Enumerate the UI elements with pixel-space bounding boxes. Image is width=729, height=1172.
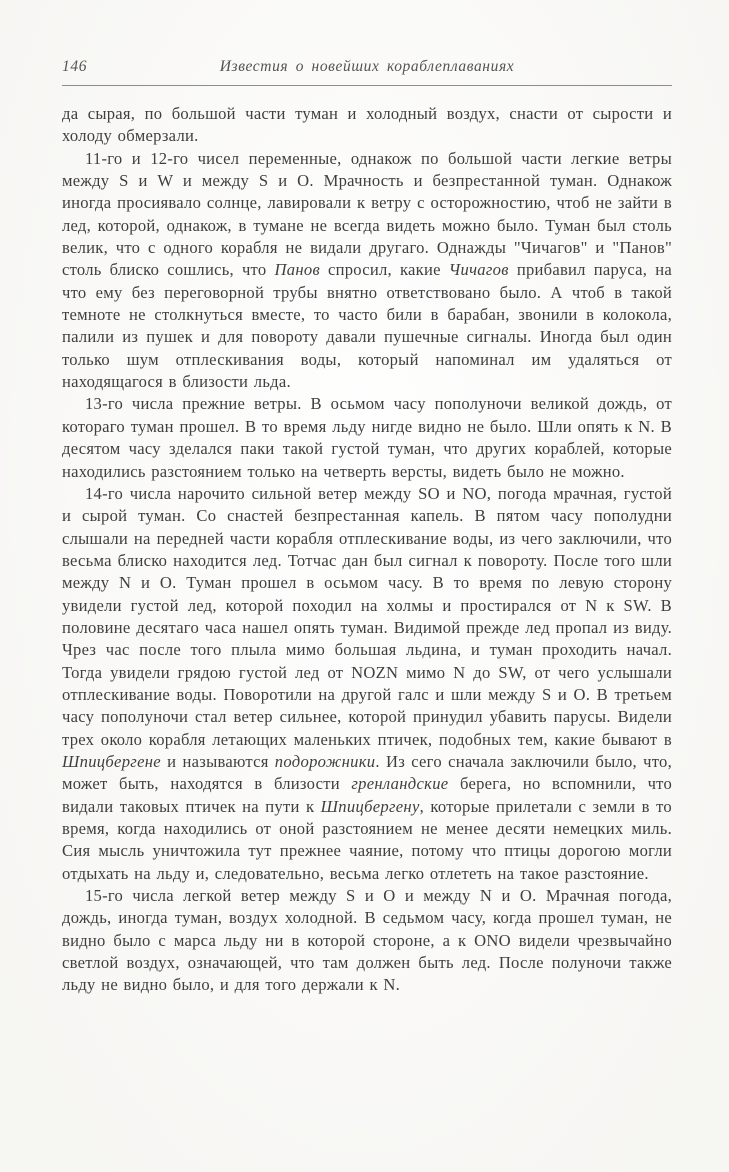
paragraph [62, 885, 672, 997]
text-run: Шпицбергену [320, 796, 420, 816]
paragraph [62, 483, 672, 885]
text-run: Чичагов [448, 260, 509, 280]
page-number: 146 [62, 58, 88, 75]
text-run: подорожники [274, 751, 376, 771]
text-run: берега, но вспомнили, что видали таковых птичек на пути к [62, 774, 672, 816]
text-run: 11-го и 12-го чисел переменные, однакож по большой части легкие ветры между S и W и между S и О. Мрачность и безпрестанной туман. Однакож иногда просиявало солнце, лавировали к ветру с осторожностию, чтоб не зайти в лед, которой, однакож, в тумане не всегда видеть можно было. Туман был столь велик, что с одного корабля не видали другаго. Однажды "Чичагов" и "Панов" столь блиско сошлись, что [62, 148, 672, 280]
text-run: гренландские [351, 774, 449, 794]
text-run: 15-го числа легкой ветер между S и О и между N и О. Мрачная погода, дождь, иногда туман, воздух холодной. В седьмом часу, когда прошел туман, не видно было с марса льду ни в которой стороне, а к ONO видели чрезвычайно светлой воздух, означающей, что там должен быть лед. После полуночи также льду не видно было, и для того держали к N. [62, 886, 672, 995]
running-header-title: Известия о новейших кораблеплаваниях [219, 58, 515, 75]
text-run: 13-го числа прежние ветры. В осьмом часу пополуночи великой дождь, от котораго туман прошел. В то время льду нигде видно не было. Шли опять к N. В десятом часу зделался паки такой густой туман, что других кораблей, которые находились разстоянием только на четверть версты, видеть было не можно. [62, 394, 672, 481]
text-run: и называются [160, 751, 275, 771]
text-run: Шпицбергене [62, 751, 161, 771]
paragraph [62, 148, 672, 394]
text-run: прибавил паруса, на что ему без переговорной трубы внятно ответствовано было. А чтоб в такой темноте не столкнуться вместе, то часто били в барабан, звонили в колокола, палили из пушек и для повороту давали пушечные сигналы. Иногда был один только шум отплескивания воды, который напоминал им удаляться от находящагося в близости льда. [62, 260, 672, 392]
text-run: . Из сего сначала заключили было, что, может быть, находятся в близости [62, 751, 672, 794]
paragraph [62, 393, 672, 482]
paragraph [62, 103, 672, 148]
text-block [62, 103, 672, 997]
text-run: , которые прилетали с земли в то время, когда находились от оной разстоянием не менее десяти немецких миль. Сия мысль уничтожила тут прежнее чаяние, потому что птицы дорогою могли отдыхать на льду и, следовательно, весьма легко отлететь на такое разстояние. [62, 796, 672, 883]
text-run: 14-го числа нарочито сильной ветер между SO и NO, погода мрачная, густой и сырой туман. Со снастей безпрестанная капель. В пятом часу пополудни слышали на передней части корабля отплескивание воды, из чего заключили, что весьма блиско находится лед. Тотчас дан был сигнал к повороту. После того шли между N и О. Туман прошел в осьмом часу. В то время по левую сторону увидели густой лед, которой походил на холмы и простирался от N к SW. В половине десятаго часа нашел опять туман. Видимой прежде лед пропал из виду. Чрез час после того плыла мимо большая льдина, и туман проходить начал. Тогда увидели грядою густой лед от NOZN мимо N до SW, от чего услышали отплескивание воды. Поворотили на другой галс и шли между S и О. В третьем часу пополуночи стал ветер сильнее, которой принудил убавить парусы. Видели трех около корабля летающих маленьких птичек, подобных тем, какие бывают в [62, 483, 672, 749]
text-run: Панов [274, 260, 320, 280]
text-run: да сырая, по большой части туман и холодный воздух, снасти от сырости и холоду обмерзали. [62, 104, 672, 146]
text-column [62, 56, 672, 997]
header-rule [62, 85, 672, 86]
running-header [62, 56, 672, 77]
text-run: спросил, какие [319, 260, 449, 280]
